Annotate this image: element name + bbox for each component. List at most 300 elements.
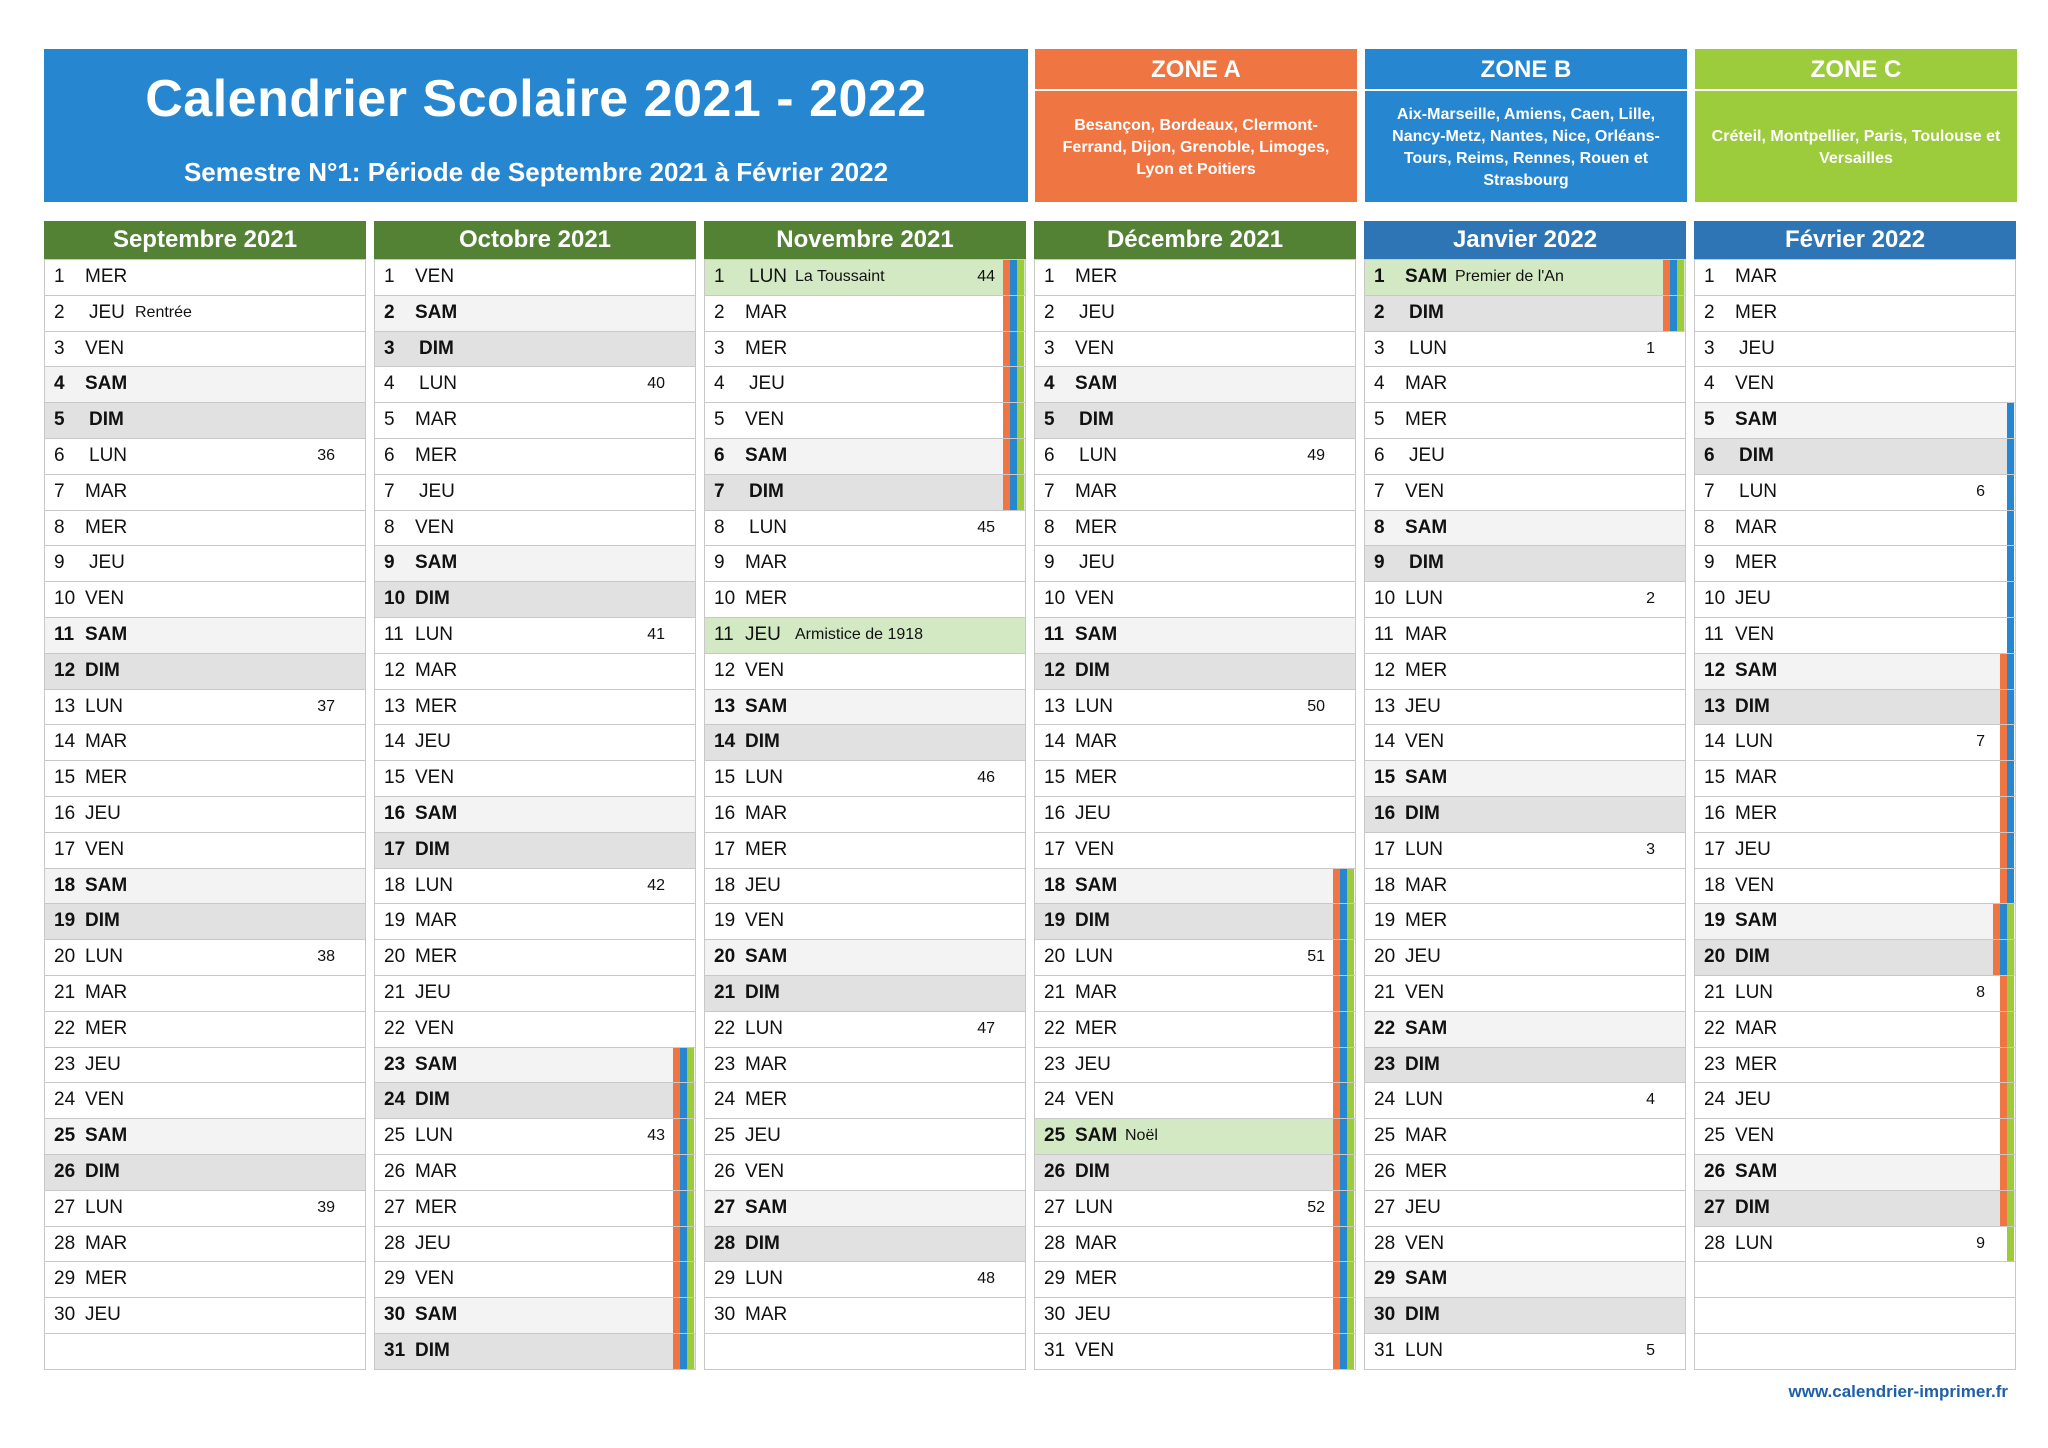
day-number: 30 — [1044, 1304, 1066, 1326]
zone-c-vacation-bar — [1347, 1262, 1354, 1297]
zone-a-vacation-bar — [2000, 1048, 2007, 1083]
day-weekday: LUN — [85, 695, 124, 717]
day-row — [1365, 1333, 1685, 1369]
week-number: 2 — [1646, 590, 1655, 608]
day-weekday: MER — [1735, 802, 1778, 824]
day-weekday: MER — [1405, 910, 1448, 932]
day-weekday: LUN — [415, 874, 454, 896]
day-number: 9 — [54, 552, 65, 574]
day-row — [1035, 868, 1355, 904]
day-number: 26 — [54, 1160, 76, 1182]
day-number: 4 — [1044, 373, 1055, 395]
day-number: 11 — [1044, 623, 1065, 645]
day-row — [1695, 510, 2015, 546]
day-row — [375, 1261, 695, 1297]
day-row — [375, 1154, 695, 1190]
day-row — [1035, 760, 1355, 796]
vacation-bars — [2007, 439, 2014, 474]
day-number: 17 — [714, 838, 736, 860]
day-weekday: MER — [745, 1089, 788, 1111]
zone-a-vacation-bar — [1333, 1012, 1340, 1047]
day-row — [1035, 1082, 1355, 1118]
day-weekday: SAM — [415, 802, 458, 824]
day-row — [1035, 1190, 1355, 1226]
day-number: 4 — [714, 373, 725, 395]
day-row — [1365, 1011, 1685, 1047]
vacation-bars — [2000, 1012, 2014, 1047]
zone-a-vacation-bar — [673, 1083, 680, 1118]
day-row — [45, 724, 365, 760]
day-row — [705, 331, 1025, 367]
day-weekday: LUN — [745, 1017, 784, 1039]
day-number: 14 — [1044, 731, 1066, 753]
day-row — [375, 1118, 695, 1154]
zone-a-vacation-bar — [2000, 1012, 2007, 1047]
day-row — [1695, 1190, 2015, 1226]
day-number: 3 — [714, 337, 725, 359]
day-weekday: JEU — [1075, 1304, 1111, 1326]
zone-c-label: ZONE C — [1695, 49, 2017, 91]
day-weekday: MER — [1405, 1160, 1448, 1182]
day-weekday: SAM — [1405, 767, 1448, 789]
day-number: 7 — [714, 480, 725, 502]
empty-row — [1695, 1297, 2015, 1333]
day-number: 6 — [54, 444, 65, 466]
day-number: 1 — [1044, 266, 1055, 287]
day-row — [1035, 1118, 1355, 1154]
zone-b-vacation-bar — [2007, 690, 2014, 725]
vacation-bars — [673, 1298, 694, 1333]
zone-b-vacation-bar — [2000, 904, 2007, 939]
day-number: 11 — [714, 623, 734, 645]
zone-c-vacation-bar — [1347, 904, 1354, 939]
day-number: 23 — [384, 1053, 406, 1075]
week-number: 36 — [317, 446, 335, 464]
zone-a-vacation-bar — [2000, 976, 2007, 1011]
vacation-bars — [1333, 940, 1354, 975]
day-weekday: VEN — [85, 337, 125, 359]
day-number: 22 — [54, 1017, 76, 1039]
day-number: 21 — [384, 981, 406, 1003]
day-weekday: DIM — [89, 409, 124, 431]
zone-a-vacation-bar — [2000, 869, 2007, 904]
month-header: Octobre 2021 — [374, 221, 696, 259]
day-number: 18 — [1704, 874, 1726, 896]
zone-a-vacation-bar — [1003, 296, 1010, 331]
day-weekday: DIM — [1075, 910, 1110, 932]
day-row — [375, 939, 695, 975]
vacation-bars — [673, 1227, 694, 1262]
vacation-bars — [673, 1048, 694, 1083]
day-row — [705, 1297, 1025, 1333]
zone-b-vacation-bar — [1010, 367, 1017, 402]
zone-a-vacation-bar — [1993, 904, 2000, 939]
zone-b-vacation-bar — [1340, 1298, 1347, 1333]
day-number: 25 — [1704, 1125, 1726, 1147]
day-weekday: SAM — [85, 623, 128, 645]
day-row — [375, 259, 695, 295]
day-row — [1365, 331, 1685, 367]
zone-b-vacation-bar — [2007, 654, 2014, 689]
day-number: 22 — [384, 1017, 406, 1039]
zone-b-vacation-bar — [2007, 439, 2014, 474]
day-number: 25 — [54, 1125, 76, 1147]
vacation-bars — [1333, 1191, 1354, 1226]
day-weekday: LUN — [1735, 1232, 1774, 1254]
day-weekday: MAR — [1735, 767, 1778, 789]
day-weekday: JEU — [1735, 838, 1771, 860]
day-number: 28 — [54, 1232, 76, 1254]
zone-c-vacation-bar — [1347, 1334, 1354, 1369]
day-number: 5 — [1044, 409, 1055, 431]
day-row — [1365, 617, 1685, 653]
day-weekday: MER — [1075, 767, 1118, 789]
week-number: 8 — [1976, 983, 1985, 1001]
zone-b-vacation-bar — [1010, 475, 1017, 510]
day-weekday: LUN — [419, 373, 458, 395]
day-number: 13 — [1704, 695, 1726, 717]
day-row — [705, 1118, 1025, 1154]
zone-b-vacation-bar — [1340, 976, 1347, 1011]
day-row — [375, 832, 695, 868]
day-row — [705, 975, 1025, 1011]
day-number: 3 — [1374, 337, 1385, 359]
day-number: 22 — [714, 1017, 736, 1039]
day-number: 18 — [54, 874, 76, 896]
vacation-bars — [2007, 511, 2014, 546]
day-weekday: LUN — [415, 1125, 454, 1147]
zone-b-vacation-bar — [1670, 260, 1677, 295]
day-weekday: SAM — [745, 1196, 788, 1218]
day-row — [705, 1082, 1025, 1118]
day-weekday: DIM — [745, 1232, 780, 1254]
day-number: 19 — [1044, 910, 1066, 932]
month-january — [1364, 221, 1686, 1370]
day-number: 20 — [1044, 946, 1066, 968]
day-weekday: MAR — [415, 910, 458, 932]
day-number: 23 — [1374, 1053, 1396, 1075]
day-number: 12 — [714, 659, 736, 681]
page-subtitle: Semestre N°1: Période de Septembre 2021 à Février 2022 — [183, 157, 889, 187]
day-number: 6 — [384, 444, 395, 466]
day-number: 24 — [54, 1089, 76, 1111]
day-row — [705, 366, 1025, 402]
day-weekday: SAM — [1405, 266, 1448, 287]
day-weekday: DIM — [415, 1339, 450, 1361]
day-row — [1695, 1226, 2015, 1262]
day-weekday: LUN — [1075, 695, 1114, 717]
day-weekday: SAM — [1405, 1017, 1448, 1039]
zone-c-box — [1695, 49, 2017, 202]
day-row — [375, 796, 695, 832]
day-weekday: JEU — [89, 552, 125, 574]
day-weekday: SAM — [415, 552, 458, 574]
zone-b-vacation-bar — [1010, 332, 1017, 367]
day-weekday: VEN — [415, 266, 455, 287]
zone-a-vacation-bar — [1333, 1227, 1340, 1262]
day-weekday: SAM — [1735, 910, 1778, 932]
day-number: 30 — [714, 1304, 736, 1326]
day-weekday: SAM — [85, 874, 128, 896]
day-number: 22 — [1374, 1017, 1396, 1039]
day-weekday: VEN — [745, 659, 785, 681]
day-number: 27 — [1704, 1196, 1726, 1218]
day-number: 28 — [1374, 1232, 1396, 1254]
vacation-bars — [2000, 1155, 2014, 1190]
vacation-bars — [2007, 618, 2014, 653]
day-row — [1035, 903, 1355, 939]
day-row — [1695, 1082, 2015, 1118]
vacation-bars — [1003, 439, 1024, 474]
day-weekday: MER — [1075, 1268, 1118, 1290]
day-number: 6 — [714, 444, 725, 466]
vacation-bars — [1993, 940, 2014, 975]
week-number: 7 — [1976, 733, 1985, 751]
vacation-bars — [2000, 1119, 2014, 1154]
day-number: 22 — [1044, 1017, 1066, 1039]
week-number: 44 — [977, 268, 995, 285]
day-number: 3 — [54, 337, 65, 359]
day-row — [375, 510, 695, 546]
zone-a-vacation-bar — [1333, 1191, 1340, 1226]
day-number: 24 — [1044, 1089, 1066, 1111]
day-number: 16 — [1374, 802, 1396, 824]
zone-c-vacation-bar — [2007, 976, 2014, 1011]
day-number: 27 — [1044, 1196, 1066, 1218]
zone-b-vacation-bar — [2007, 618, 2014, 653]
day-row — [1365, 295, 1685, 331]
zone-a-box — [1035, 49, 1357, 202]
zone-b-box — [1365, 49, 1687, 202]
day-row — [45, 1082, 365, 1118]
day-number: 16 — [1704, 802, 1726, 824]
zone-a-vacation-bar — [1333, 869, 1340, 904]
day-weekday: LUN — [1075, 946, 1114, 968]
day-weekday: JEU — [1739, 337, 1775, 359]
day-number: 24 — [384, 1089, 406, 1111]
day-number: 21 — [714, 981, 736, 1003]
day-weekday: MER — [745, 337, 788, 359]
zone-c-vacation-bar — [2007, 1191, 2014, 1226]
day-weekday: LUN — [1735, 981, 1774, 1003]
day-row — [45, 366, 365, 402]
day-weekday: JEU — [85, 1053, 121, 1075]
zone-a-vacation-bar — [673, 1298, 680, 1333]
day-number: 11 — [1704, 623, 1724, 645]
day-weekday: JEU — [745, 874, 781, 896]
day-number: 23 — [1704, 1053, 1726, 1075]
day-row — [1365, 366, 1685, 402]
day-row — [1695, 689, 2015, 725]
day-row — [705, 259, 1025, 295]
day-weekday: DIM — [85, 659, 120, 681]
zone-b-vacation-bar — [1340, 1334, 1347, 1369]
day-number: 15 — [54, 767, 76, 789]
zone-c-vacation-bar — [2007, 904, 2014, 939]
week-number: 37 — [317, 697, 335, 715]
day-number: 6 — [1044, 444, 1055, 466]
day-weekday: DIM — [85, 1160, 120, 1182]
day-row — [45, 1118, 365, 1154]
day-weekday: SAM — [1735, 659, 1778, 681]
day-weekday: DIM — [415, 1089, 450, 1111]
day-weekday: VEN — [745, 409, 785, 431]
vacation-bars — [2007, 582, 2014, 617]
zone-a-vacation-bar — [673, 1048, 680, 1083]
day-number: 4 — [1374, 373, 1385, 395]
day-number: 18 — [1044, 874, 1066, 896]
zone-b-vacation-bar — [680, 1119, 687, 1154]
zone-c-vacation-bar — [1017, 403, 1024, 438]
zone-c-vacation-bar — [1017, 332, 1024, 367]
zone-b-vacation-bar — [2000, 940, 2007, 975]
day-number: 9 — [1374, 552, 1385, 574]
footer-website[interactable]: www.calendrier-imprimer.fr — [1788, 1382, 2008, 1401]
day-row — [375, 581, 695, 617]
day-weekday: VEN — [1735, 874, 1775, 896]
day-number: 29 — [384, 1268, 406, 1290]
day-number: 10 — [1044, 588, 1066, 610]
week-number: 45 — [977, 518, 995, 536]
day-row — [1365, 1190, 1685, 1226]
day-weekday: VEN — [1405, 1232, 1445, 1254]
day-weekday: MAR — [1075, 480, 1118, 502]
week-number: 51 — [1307, 948, 1325, 966]
day-row — [1695, 331, 2015, 367]
day-row — [1695, 438, 2015, 474]
day-number: 2 — [1374, 301, 1385, 323]
day-number: 4 — [54, 373, 65, 395]
vacation-bars — [673, 1119, 694, 1154]
day-number: 9 — [714, 552, 725, 574]
day-weekday: JEU — [1075, 802, 1111, 824]
day-number: 26 — [384, 1160, 406, 1182]
day-row — [1365, 581, 1685, 617]
day-row — [1035, 510, 1355, 546]
day-row — [1035, 474, 1355, 510]
week-number: 48 — [977, 1270, 995, 1288]
zone-a-vacation-bar — [1003, 332, 1010, 367]
day-number: 1 — [714, 266, 725, 287]
day-row — [705, 438, 1025, 474]
day-weekday: MAR — [745, 301, 788, 323]
day-weekday: MER — [745, 838, 788, 860]
vacation-bars — [1663, 260, 1684, 295]
day-weekday: MAR — [1735, 1017, 1778, 1039]
day-weekday: DIM — [1735, 946, 1770, 968]
day-number: 12 — [1044, 659, 1066, 681]
day-weekday: MER — [415, 1196, 458, 1218]
day-number: 11 — [54, 623, 75, 645]
day-number: 15 — [1704, 767, 1726, 789]
day-weekday: LUN — [745, 1268, 784, 1290]
day-row — [1035, 975, 1355, 1011]
day-weekday: MAR — [745, 552, 788, 574]
day-weekday: VEN — [1075, 1089, 1115, 1111]
zone-b-vacation-bar — [1340, 904, 1347, 939]
day-weekday: VEN — [1405, 731, 1445, 753]
zone-b-vacation-bar — [1010, 296, 1017, 331]
vacation-bars — [2000, 1191, 2014, 1226]
day-row — [1695, 581, 2015, 617]
vacation-bars — [673, 1083, 694, 1118]
day-weekday: DIM — [1075, 659, 1110, 681]
day-weekday: LUN — [85, 946, 124, 968]
day-number: 5 — [1374, 409, 1385, 431]
zone-a-vacation-bar — [673, 1119, 680, 1154]
day-weekday: MER — [1075, 266, 1118, 287]
day-number: 12 — [1704, 659, 1726, 681]
day-number: 20 — [1374, 946, 1396, 968]
day-weekday: SAM — [1405, 1268, 1448, 1290]
day-number: 19 — [1704, 910, 1726, 932]
zone-a-vacation-bar — [1003, 475, 1010, 510]
day-row — [45, 1154, 365, 1190]
day-row — [45, 1011, 365, 1047]
zone-c-vacation-bar — [687, 1262, 694, 1297]
day-row — [705, 295, 1025, 331]
vacation-bars — [673, 1334, 694, 1369]
day-row — [1035, 1154, 1355, 1190]
day-row — [1695, 1118, 2015, 1154]
zone-a-vacation-bar — [673, 1227, 680, 1262]
day-weekday: SAM — [85, 1125, 128, 1147]
day-number: 5 — [54, 409, 65, 431]
day-weekday: MAR — [415, 409, 458, 431]
day-row — [1035, 1047, 1355, 1083]
day-weekday: MER — [85, 516, 128, 538]
day-row — [45, 903, 365, 939]
zone-a-vacation-bar — [673, 1334, 680, 1369]
vacation-bars — [2000, 725, 2014, 760]
day-weekday: JEU — [85, 802, 121, 824]
day-weekday: VEN — [85, 588, 125, 610]
day-weekday: VEN — [415, 1017, 455, 1039]
day-row — [45, 868, 365, 904]
day-weekday: SAM — [1735, 409, 1778, 431]
day-weekday: VEN — [745, 910, 785, 932]
day-row — [45, 438, 365, 474]
day-weekday: DIM — [415, 838, 450, 860]
day-weekday: JEU — [745, 1125, 781, 1147]
day-number: 19 — [1374, 910, 1396, 932]
day-weekday: JEU — [1405, 695, 1441, 717]
day-number: 8 — [1704, 516, 1715, 538]
day-row — [705, 1190, 1025, 1226]
zone-c-vacation-bar — [1347, 1155, 1354, 1190]
day-weekday: DIM — [745, 981, 780, 1003]
day-row — [705, 1226, 1025, 1262]
day-weekday: JEU — [1075, 1053, 1111, 1075]
day-number: 13 — [1044, 695, 1066, 717]
zone-a-vacation-bar — [1333, 1048, 1340, 1083]
day-number: 6 — [1704, 444, 1715, 466]
day-weekday: MER — [415, 946, 458, 968]
day-weekday: LUN — [1409, 337, 1448, 359]
day-weekday: MAR — [1405, 1125, 1448, 1147]
vacation-bars — [1003, 332, 1024, 367]
day-weekday: VEN — [745, 1160, 785, 1182]
zone-a-vacation-bar — [1333, 1334, 1340, 1369]
vacation-bars — [1003, 367, 1024, 402]
zone-a-vacation-bar — [1333, 904, 1340, 939]
day-weekday: MER — [1735, 301, 1778, 323]
zone-c-vacation-bar — [687, 1155, 694, 1190]
day-row — [1035, 1226, 1355, 1262]
day-number: 7 — [384, 480, 395, 502]
day-number: 26 — [714, 1160, 736, 1182]
month-february — [1694, 221, 2016, 1370]
